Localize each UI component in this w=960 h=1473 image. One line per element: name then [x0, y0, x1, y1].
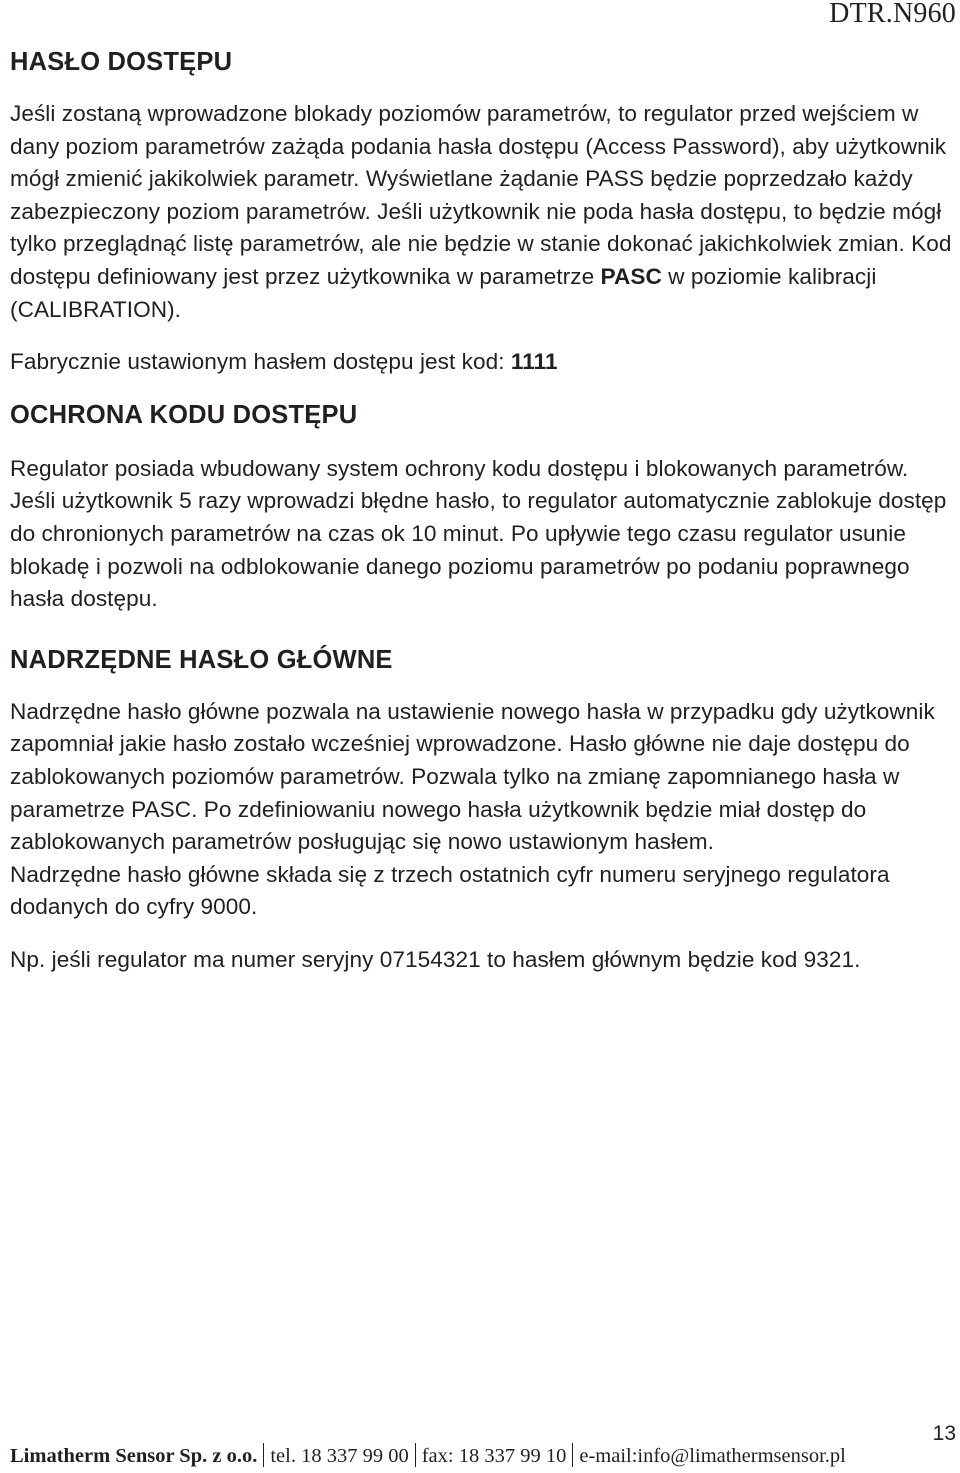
paragraph-text: Jeśli zostaną wprowadzone blokady poziomów parametrów, to regulator przed wejściem w dany poziom parametrów zażąda podania hasła dostępu (Access Password), aby użytkownik mógł zmienić jakikolwiek parametr. Wyświetlane żądanie PASS będzie poprzedzało każdy zabezpieczony poziom parametrów. Jeśli użytkownik nie poda hasła dostępu, to będzie mógł tylko przeglądnąć listę parametrów, ale nie będzie w stanie dokonać jakichkolwiek zmian. Kod dostępu definiowany jest przez użytkownika w parametrze — [10, 101, 952, 289]
param-name-pasc: PASC — [600, 263, 662, 289]
section-title-code-protection: OCHRONA KODU DOSTĘPU — [10, 400, 358, 429]
page-number: 13 — [932, 1422, 956, 1445]
footer-fax: fax: 18 337 99 10 — [421, 1445, 567, 1467]
paragraph-master-password-example: Np. jeśli regulator ma numer seryjny 07154321 to hasłem głównym będzie kod 9321. — [10, 946, 861, 972]
paragraph-code-protection: Regulator posiada wbudowany system ochrony kodu dostępu i blokowanych parametrów. Jeśli użytkownik 5 razy wprowadzi błędne hasło, to regulator automatycznie zablokuje dostęp do chronionych parametrów na czas ok 10 minut. Po upływie tego czasu regulator usunie blokadę i pozwoli na odblokowanie danego poziomu parametrów po podaniu poprawnego hasła dostępu. — [10, 455, 947, 612]
footer-email: e-mail:info@limathermsensor.pl — [579, 1445, 846, 1467]
section-title-access-password: HASŁO DOSTĘPU — [10, 48, 233, 76]
paragraph-text: Fabrycznie ustawionym hasłem dostępu jest kod: — [10, 349, 511, 375]
document-code: DTR.N960 — [829, 0, 956, 29]
paragraph-access-password — [10, 98, 952, 326]
paragraph-master-password: Nadrzędne hasło główne pozwala na ustawienie nowego hasła w przypadku gdy użytkownik zapomniał jakie hasło zostało wcześniej wprowadzone. Hasło główne nie daje dostępu do zablokowanych poziomów parametrów. Pozwala tylko na zmianę zapomnianego hasła w parametrze PASC. Po zdefiniowaniu nowego hasła użytkownik będzie miał dostęp do zablokowanych parametrów posługując się nowo ustawionym hasłem. — [10, 698, 935, 855]
default-code: 1111 — [510, 349, 558, 375]
footer-divider — [263, 1443, 264, 1467]
footer-divider — [572, 1443, 573, 1467]
footer-company: Limatherm Sensor Sp. z o.o. — [10, 1445, 258, 1467]
paragraph-master-password-rule: Nadrzędne hasło główne składa się z trzech ostatnich cyfr numeru seryjnego regulatora dodanych do cyfry 9000. — [10, 861, 890, 920]
footer — [10, 1443, 846, 1469]
section-title-master-password: NADRZĘDNE HASŁO GŁÓWNE — [10, 645, 393, 674]
footer-divider — [415, 1443, 416, 1467]
paragraph-default-password — [10, 346, 952, 379]
page-content — [10, 44, 952, 976]
footer-tel: tel. 18 337 99 00 — [270, 1445, 409, 1467]
paragraph-text: w poziomie kalibracji (CALIBRATION). — [10, 263, 877, 322]
